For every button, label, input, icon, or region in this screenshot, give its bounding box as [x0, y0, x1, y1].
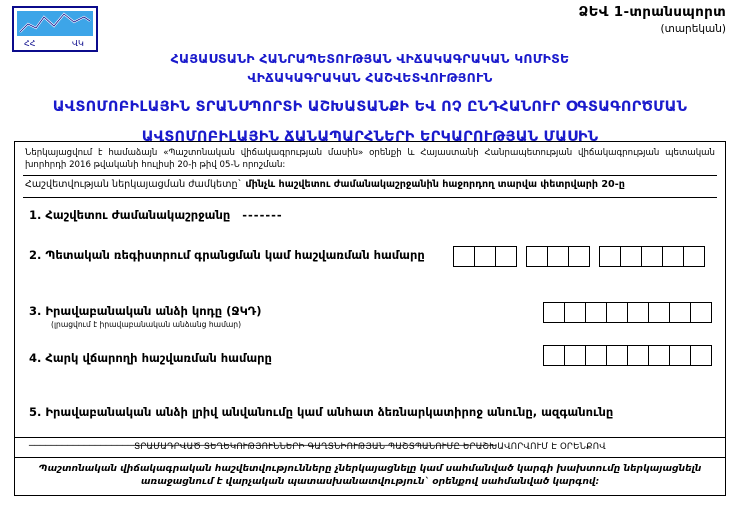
- field-row-registration-number: [23, 248, 717, 270]
- organization-title-line-1: ՀԱՅԱՍՏԱՆԻ ՀԱՆՐԱՊԵՏՈՒԹՅԱՆ ՎԻՃԱԿԱԳՐԱԿԱՆ ԿՈՄԻՏԵ: [170, 51, 570, 66]
- field-4-number: 4.: [29, 350, 42, 365]
- input-cell[interactable]: [627, 345, 649, 366]
- input-cell[interactable]: [599, 246, 621, 267]
- deadline-value: մինչև հաշվետու ժամանակաշրջանին հաջորդող տարվա փետրվարի 20-ը: [245, 179, 625, 191]
- divider-deadline: [23, 197, 717, 198]
- field-2-label: Պետական ռեգիստրում գրանցման կամ հաշվառման համարը: [45, 247, 425, 262]
- submission-deadline: [23, 176, 717, 194]
- input-cell[interactable]: [662, 246, 684, 267]
- input-cell[interactable]: [669, 345, 691, 366]
- form-fields: [23, 208, 717, 446]
- input-cell[interactable]: [564, 345, 586, 366]
- input-cell[interactable]: [474, 246, 496, 267]
- input-cell[interactable]: [564, 302, 586, 323]
- input-cell[interactable]: [627, 302, 649, 323]
- entity-name-fill-line[interactable]: _____________________________________________________________________________________: [29, 432, 497, 446]
- input-cell[interactable]: [585, 345, 607, 366]
- field-row-reporting-period: [23, 208, 717, 230]
- penalty-warning-line-2: առաջացնում է վարչական պատասխանատվություն` օրենքով սահմանված կարգով:: [140, 476, 600, 488]
- field-1-label: Հաշվետու ժամանակաշրջանը: [45, 207, 231, 222]
- field-3-number: 3.: [29, 303, 42, 318]
- field-3-input-cells[interactable]: [543, 302, 712, 323]
- input-cell[interactable]: [568, 246, 590, 267]
- input-cell[interactable]: [543, 302, 565, 323]
- divider-footer-2: [15, 457, 725, 458]
- input-cell[interactable]: [526, 246, 548, 267]
- input-cell[interactable]: [620, 246, 642, 267]
- input-cell[interactable]: [543, 345, 565, 366]
- field-4-label: Հարկ վճարողի հաշվառման համարը: [45, 350, 272, 365]
- input-cell[interactable]: [648, 345, 670, 366]
- penalty-warning-line-1: Պաշտոնական վիճակագրական հաշվետվությունները չներկայացնելը կամ սահմանված կարգի խախտումը ներկայացնելն: [38, 463, 702, 474]
- confidentiality-note: ՏՐԱՄԱԴՐՎԱԾ ՏԵՂԵԿՈՒԹՅՈՒՆՆԵՐԻ ԳԱՂՏՆԻՈՒԹՅԱՆ ՊԱՇՏՊԱՆՈՒՄԸ ԵՐԱՇԽԱՎՈՐՎՈՒՄ Է ՕՐԵՆՔՈՎ: [134, 442, 606, 452]
- input-cell[interactable]: [690, 302, 712, 323]
- logo-right-label: ՎԿ: [72, 39, 84, 48]
- report-title-line-1: ԱՎՏՈՄՈԲԻԼԱՅԻՆ ՏՐԱՆՍՊՈՐՏԻ ԱՇԽԱՏԱՆՔԻ ԵՎ ՈՉ ԸՆԴՀԱՆՈՒՐ ՕԳՏԱԳՈՐԾՄԱՆ: [52, 98, 688, 115]
- input-cell[interactable]: [585, 302, 607, 323]
- input-cell[interactable]: [547, 246, 569, 267]
- field-3-label: Իրավաբանական անձի կոդը (ՋԿԴ): [45, 303, 262, 318]
- input-cell[interactable]: [690, 345, 712, 366]
- field-4-input-cells[interactable]: [543, 345, 712, 366]
- field-row-taxpayer-number: [23, 351, 717, 373]
- field-5-number: 5.: [29, 404, 42, 419]
- input-cell[interactable]: [641, 246, 663, 267]
- field-1-number: 1.: [29, 207, 42, 222]
- organization-title-line-2: ՎԻՃԱԿԱԳՐԱԿԱՆ ՀԱՇՎԵՏՎՈՒԹՅՈՒՆ: [247, 69, 493, 85]
- divider-footer: [15, 437, 725, 438]
- field-3-hint: (լրացվում է իրավաբանական անձանց համար): [51, 319, 242, 329]
- form-periodicity: (տարեկան): [660, 23, 726, 35]
- input-cell[interactable]: [606, 302, 628, 323]
- input-cell[interactable]: [683, 246, 705, 267]
- form-number: ՁԵՎ 1-տրանսպորտ: [578, 4, 726, 20]
- statistical-committee-logo: [12, 6, 98, 52]
- input-cell[interactable]: [606, 345, 628, 366]
- logo-left-label: ՀՀ: [24, 39, 36, 48]
- field-row-legal-entity-code: [23, 304, 717, 329]
- field-2-number: 2.: [29, 247, 42, 262]
- field-2-input-cells[interactable]: [453, 246, 705, 267]
- field-1-value[interactable]: -------: [242, 207, 283, 222]
- logo-graphic: [14, 8, 96, 50]
- title-block: [0, 50, 740, 148]
- report-title-line-2: ԱՎՏՈՄՈԲԻԼԱՅԻՆ ՃԱՆԱՊԱՐՀՆԵՐԻ ԵՐԿԱՐՈՒԹՅԱՆ ՄԱՍԻՆ: [141, 128, 599, 145]
- form-number-block: [579, 4, 726, 35]
- input-cell[interactable]: [495, 246, 517, 267]
- form-body-box: [14, 141, 726, 496]
- document-header: [0, 0, 740, 46]
- legal-basis-note: Ներկայացվում է համաձայն «Պաշտոնական վիճակագրության մասին» օրենքի և Հայաստանի Հանրապետության վիճակագրության պետական խորհրդի 2016 թվականի հուլիսի 20-ի թիվ 05-Ն որոշման:: [25, 148, 715, 170]
- input-cell[interactable]: [453, 246, 475, 267]
- field-5-label: Իրավաբանական անձի լրիվ անվանումը կամ անհատ ձեռնարկատիրոջ անունը, ազգանունը: [45, 404, 614, 419]
- input-cell[interactable]: [648, 302, 670, 323]
- deadline-prefix: Հաշվետվության ներկայացման ժամկետը`: [25, 179, 243, 191]
- input-cell[interactable]: [669, 302, 691, 323]
- penalty-warning: [23, 462, 717, 489]
- field-row-entity-name: [23, 405, 717, 427]
